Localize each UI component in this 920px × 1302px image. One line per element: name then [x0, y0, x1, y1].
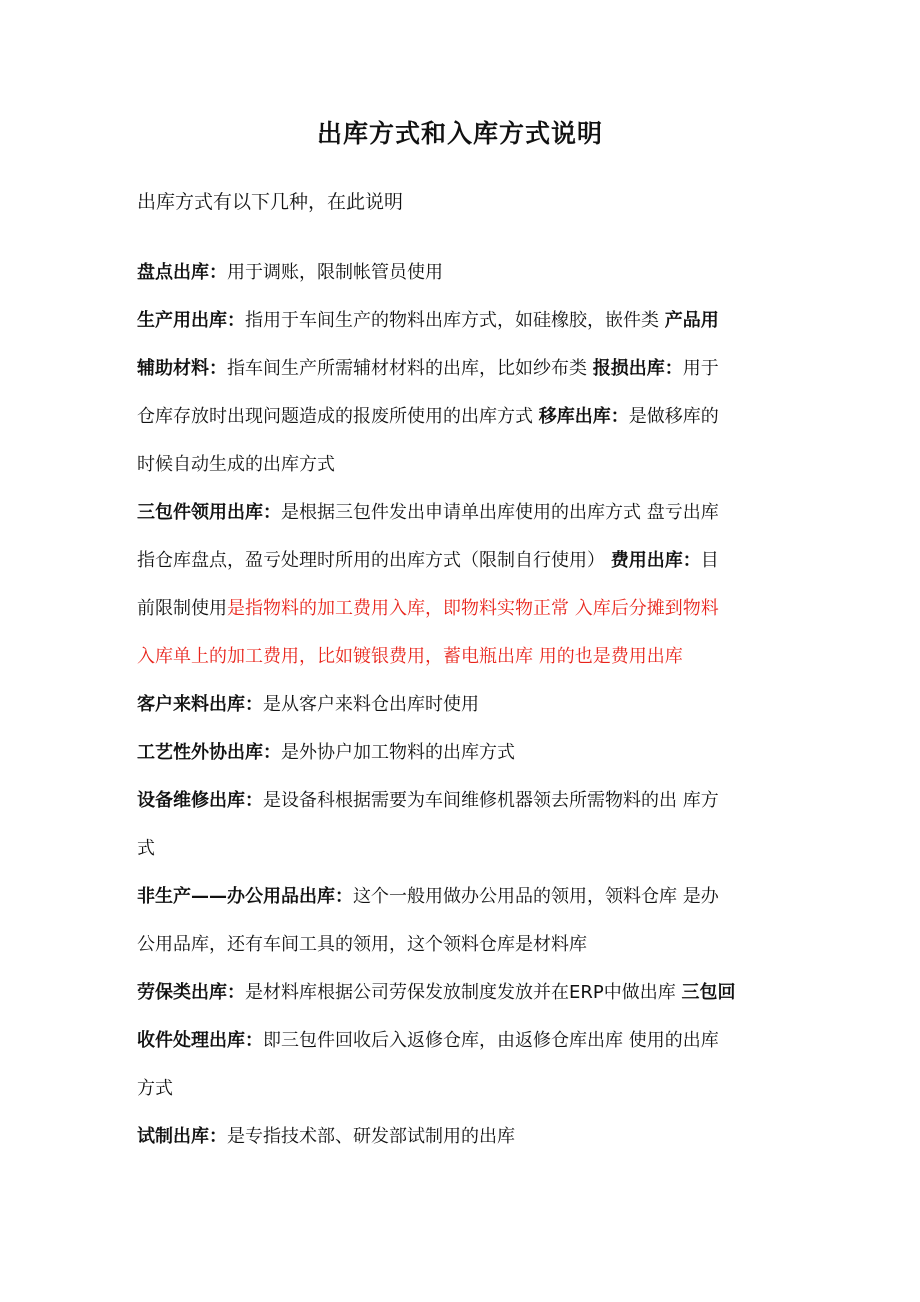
text-segment: 仓库存放时出现问题造成的报废所使用的出库方式 [137, 406, 539, 427]
text-line [137, 1122, 797, 1152]
highlighted-text: 是指物料的加工费用入库，即物料实物正常 入库后分摊到物料 [227, 598, 719, 619]
text-segment: 是从客户来料仓出库时使用 [263, 694, 479, 715]
text-segment: 是做移库的 [628, 406, 719, 427]
text-line [137, 1074, 797, 1104]
text-line [137, 450, 797, 480]
text-line [137, 738, 797, 768]
text-line [137, 642, 797, 672]
term-label: 工艺性外协出库： [137, 742, 281, 763]
text-line [137, 402, 797, 432]
text-segment: 指用于车间生产的物料出库方式，如硅橡胶，嵌件类 [245, 310, 665, 331]
term-label: 产品用 [664, 310, 719, 331]
term-label: 试制出库： [137, 1126, 227, 1147]
text-line [137, 690, 797, 720]
text-line [137, 834, 797, 864]
text-segment: 即三包件回收后入返修仓库，由返修仓库出库 使用的出库 [263, 1030, 719, 1051]
text-segment: 公用品库，还有车间工具的领用，这个领料仓库是材料库 [137, 934, 587, 955]
text-line [137, 594, 797, 624]
term-label: 三包件领用出库： [137, 502, 281, 523]
term-label: 盘点出库： [137, 262, 227, 283]
text-segment: 用于调账，限制帐管员使用 [227, 262, 443, 283]
text-segment: 指车间生产所需辅材材料的出库，比如纱布类 [227, 358, 593, 379]
text-line [137, 258, 797, 288]
highlighted-text: 入库单上的加工费用，比如镀银费用，蓄电瓶出库 用的也是费用出库 [137, 646, 683, 667]
text-line [137, 354, 797, 384]
term-label: 客户来料出库： [137, 694, 263, 715]
text-segment: 是材料库根据公司劳保发放制度发放并在ERP中做出库 [245, 982, 682, 1003]
text-segment: 用于 [682, 358, 719, 379]
text-line [137, 978, 797, 1008]
text-segment: 是专指技术部、研发部试制用的出库 [227, 1126, 515, 1147]
page-title: 出库方式和入库方式说明 [316, 119, 603, 148]
text-segment: 这个一般用做办公用品的领用，领料仓库 是办 [353, 886, 719, 907]
text-segment: 时候自动生成的出库方式 [137, 454, 335, 475]
text-segment: 指仓库盘点，盈亏处理时所用的出库方式（限制自行使用） [137, 550, 611, 571]
term-label: 报损出库： [592, 358, 683, 379]
term-label: 三包回 [681, 982, 736, 1003]
text-line [137, 546, 797, 576]
term-label: 收件处理出库： [137, 1030, 263, 1051]
text-segment: 前限制使用 [137, 598, 227, 619]
text-segment: 目 [700, 550, 719, 571]
text-line [137, 930, 797, 960]
term-label: 移库出库： [538, 406, 629, 427]
text-line [137, 498, 797, 528]
text-segment: 方式 [137, 1078, 173, 1099]
intro-paragraph: 出库方式有以下几种，在此说明 [137, 191, 404, 213]
term-label: 设备维修出库： [137, 790, 263, 811]
text-line [137, 306, 797, 336]
term-label: 非生产——办公用品出库： [137, 886, 353, 907]
term-label: 费用出库： [610, 550, 701, 571]
text-line [137, 882, 797, 912]
term-label: 劳保类出库： [137, 982, 245, 1003]
text-segment: 式 [137, 838, 155, 859]
text-segment: 是根据三包件发出申请单出库使用的出库方式 盘亏出库 [281, 502, 719, 523]
text-line [137, 786, 797, 816]
text-segment: 是设备科根据需要为车间维修机器领去所需物料的出 库方 [263, 790, 719, 811]
text-line [137, 1026, 797, 1056]
term-label: 辅助材料： [137, 358, 227, 379]
text-segment: 是外协户加工物料的出库方式 [281, 742, 515, 763]
term-label: 生产用出库： [137, 310, 245, 331]
